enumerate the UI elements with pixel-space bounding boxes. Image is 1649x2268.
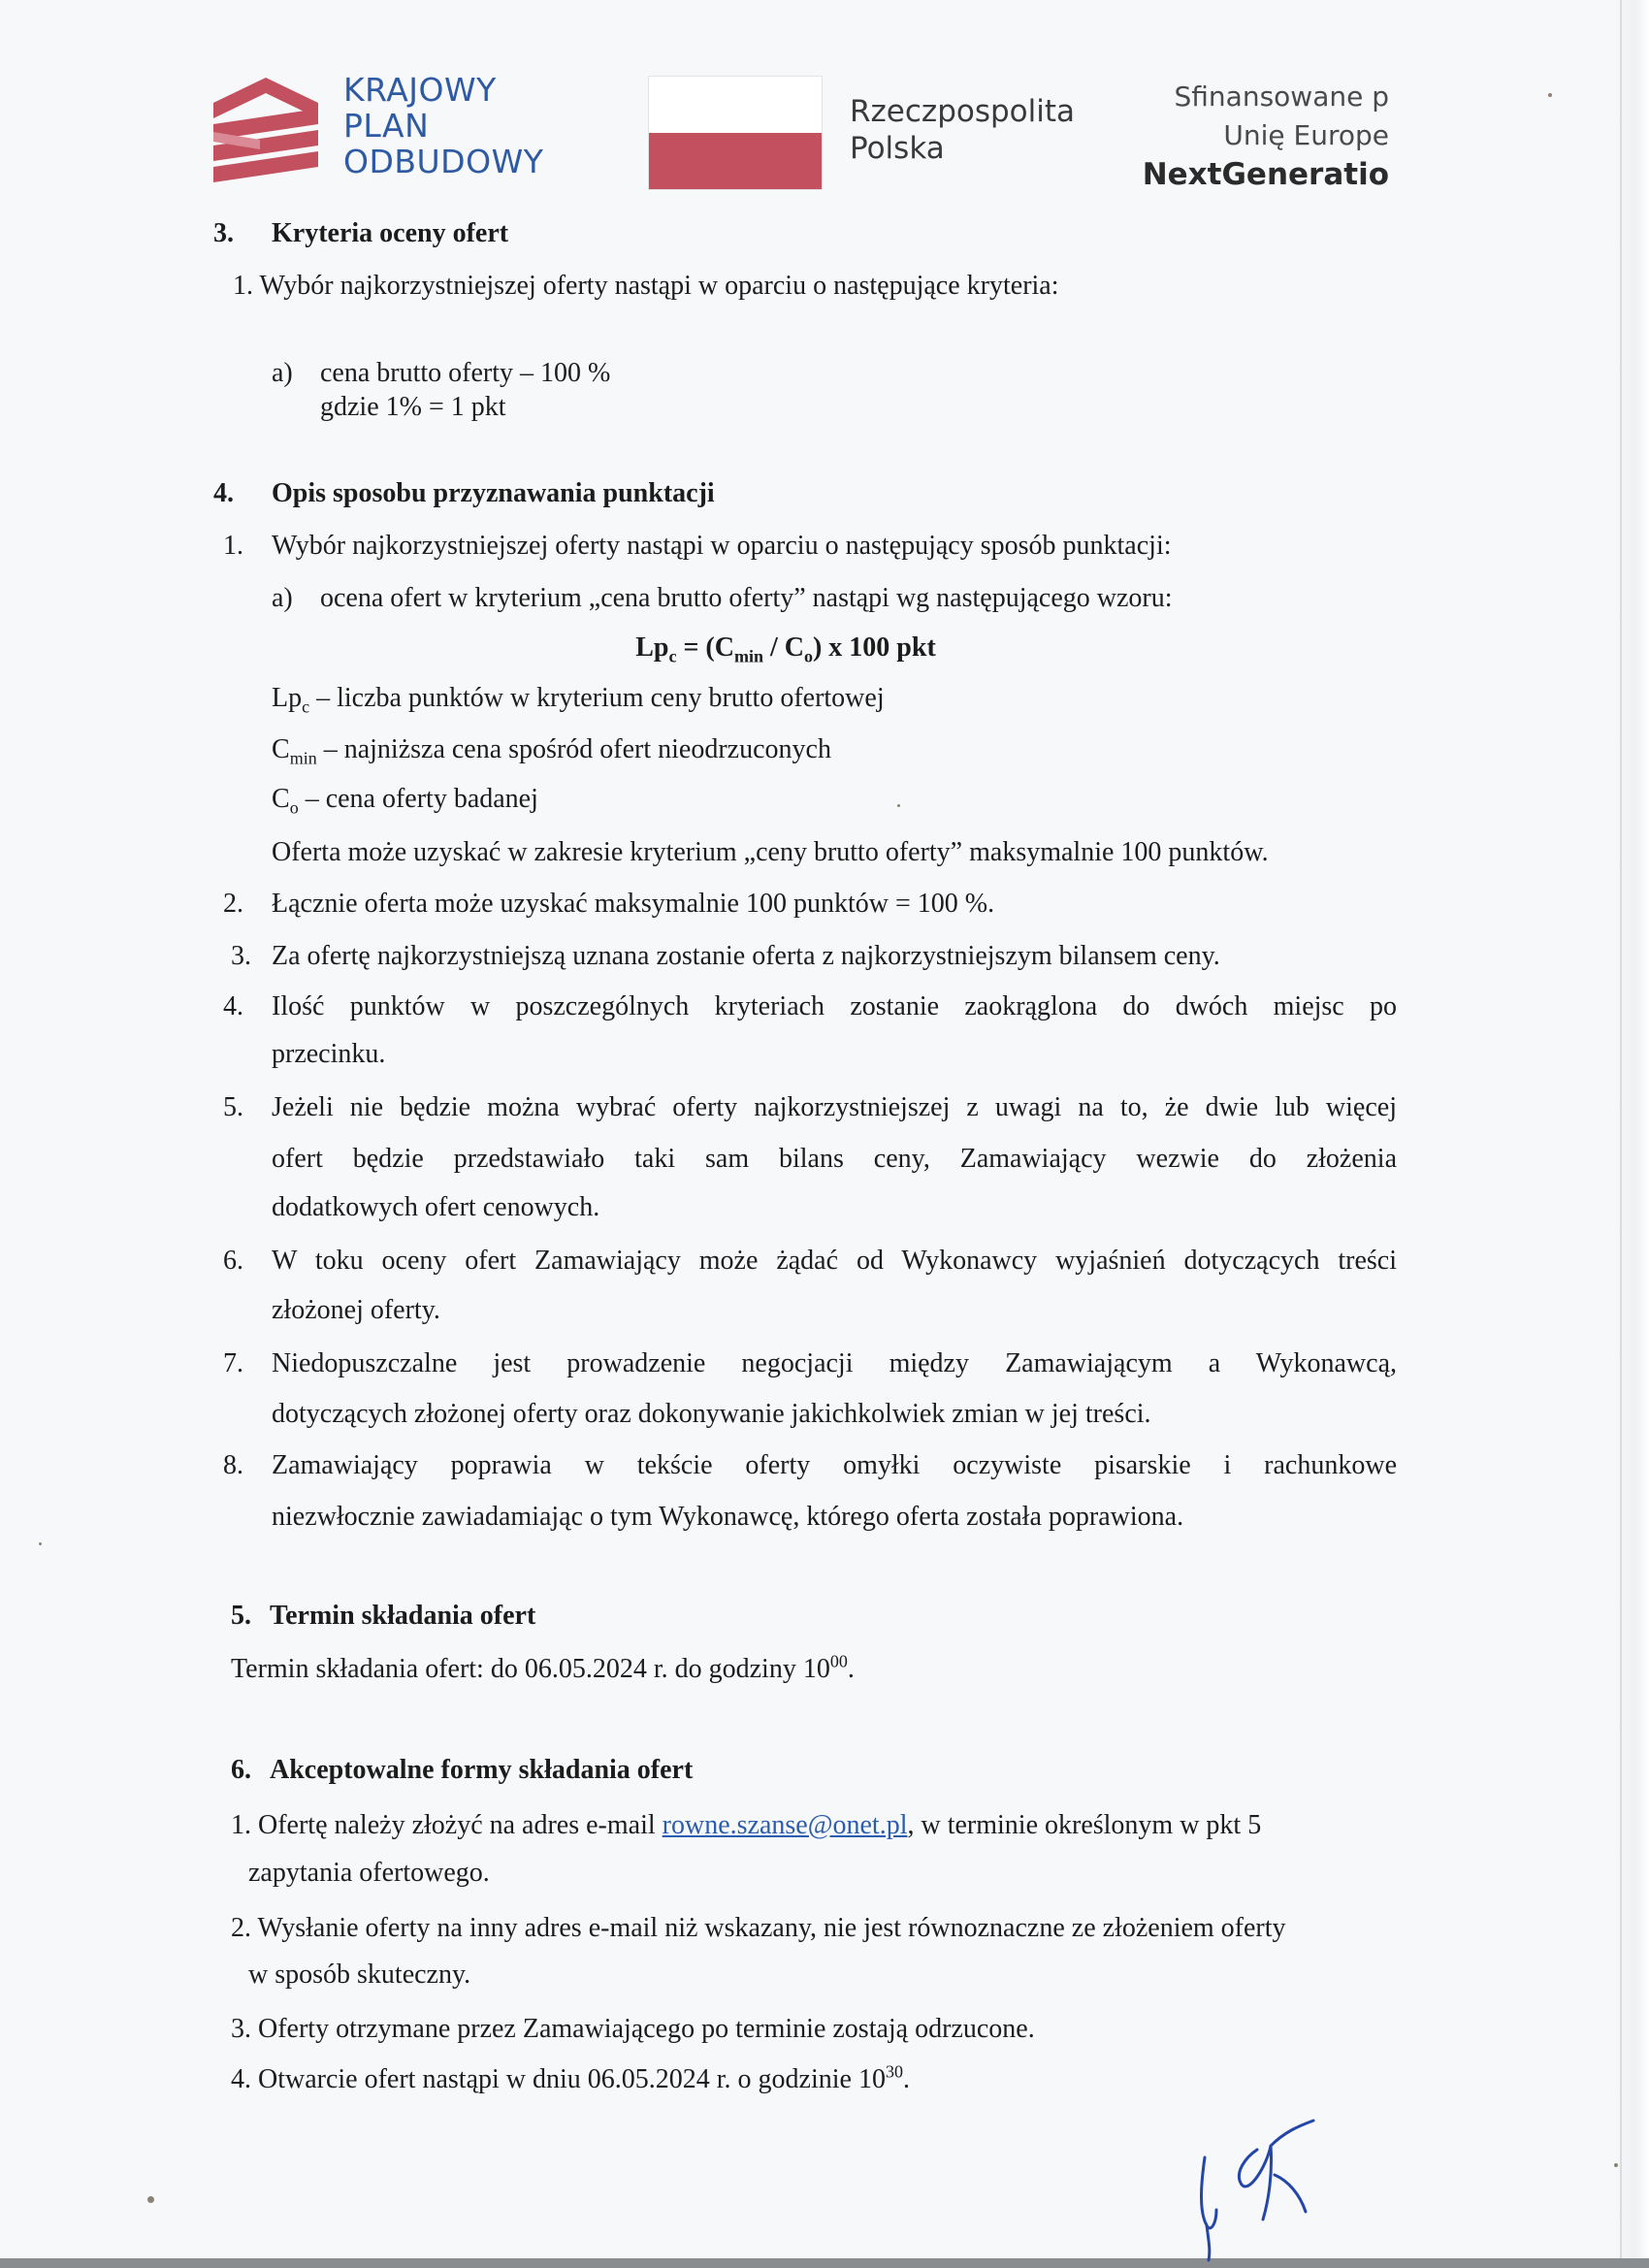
section-3-title: Kryteria oceny ofert: [272, 218, 509, 248]
kpo-logo-text: KRAJOWY PLAN ODBUDOWY: [343, 71, 544, 180]
def-co: $C_o$ – cena oferty badanej: [272, 784, 538, 818]
s4-item-4-line-2: przecinku.: [272, 1039, 386, 1069]
scan-speck: [1548, 93, 1552, 97]
email-link[interactable]: rowne.szanse@onet.pl: [662, 1810, 908, 1840]
s4-item-3-number: 3.: [231, 941, 251, 971]
section-5-number: 5.: [231, 1601, 251, 1631]
s6-item-4: 4. Otwarcie ofert nastąpi w dniu 06.05.2024 r. o godzinie $10^{30}$.: [231, 2061, 910, 2094]
s4-item-5-line-2: ofert będzie przedstawiało taki sam bilans ceny, Zamawiający wezwie do złożenia: [272, 1144, 1397, 1174]
scan-edge-bottom: [0, 2258, 1649, 2268]
s4-item-8-line-2: niezwłocznie zawiadamiając o tym Wykonawcę, którego oferta została poprawiona.: [272, 1502, 1184, 1532]
def-lpc: $Lp_c$ – liczba punktów w kryterium ceny brutto ofertowej: [272, 683, 885, 717]
scan-speck: [147, 2196, 154, 2203]
section-4-title: Opis sposobu przyznawania punktacji: [272, 478, 715, 508]
kpo-logo-icon: [213, 76, 318, 188]
def-cmin: $C_{min}$ – najniższa cena spośród ofert nieodrzuconych: [272, 734, 831, 768]
s4-item-6-number: 6.: [223, 1246, 243, 1276]
s3-item-a-label: a): [272, 358, 293, 388]
scan-speck: [897, 804, 900, 807]
s4-item-3-text: Za ofertę najkorzystniejszą uznana zostanie oferta z najkorzystniejszym bilansem ceny.: [272, 941, 1220, 971]
rp-logo-text: Rzeczpospolita Polska: [850, 94, 1076, 166]
s6-item-3: 3. Oferty otrzymane przez Zamawiającego po terminie zostają odrzucone.: [231, 2014, 1035, 2044]
s4-item-8-number: 8.: [223, 1450, 243, 1480]
s4-item-4-number: 4.: [223, 991, 243, 1021]
s4-item-a-text: ocena ofert w kryterium „cena brutto oferty” nastąpi wg następującego wzoru:: [320, 583, 1173, 613]
s4-item-8-line-1: Zamawiający poprawia w tekście oferty omyłki oczywiste pisarskie i rachunkowe: [272, 1450, 1397, 1480]
s6-item-2-line-2: w sposób skuteczny.: [248, 1960, 471, 1990]
s4-item-6-line-1: W toku oceny ofert Zamawiający może żądać od Wykonawcy wyjaśnień dotyczących treści: [272, 1246, 1397, 1276]
deadline-text: Termin składania ofert: do 06.05.2024 r. do godziny $10^{00}$.: [231, 1651, 855, 1684]
scan-speck: [1614, 2163, 1618, 2167]
formula: $Lp_c = (C_{min} / C_o)$ x 100 pkt: [635, 632, 936, 666]
section-5-title: Termin składania ofert: [270, 1601, 536, 1631]
s4-item-5-line-3: dodatkowych ofert cenowych.: [272, 1192, 600, 1222]
section-3-number: 3.: [213, 218, 234, 248]
s4-item-2-number: 2.: [223, 889, 243, 919]
s4-item-6-line-2: złożonej oferty.: [272, 1295, 440, 1325]
s4-item-5-number: 5.: [223, 1092, 243, 1122]
scan-line: [1620, 0, 1622, 2260]
handwritten-initials-icon: [1187, 2117, 1333, 2262]
s4-item-1-number: 1.: [223, 531, 243, 561]
s6-item-2-line-1: 2. Wysłanie oferty na inny adres e-mail niż wskazany, nie jest równoznaczne ze złożeniem oferty: [231, 1913, 1286, 1943]
s6-item-1-line-1: 1. Ofertę należy złożyć na adres e-mail rowne.szanse@onet.pl, w terminie określonym w pkt 5: [231, 1810, 1262, 1840]
max-points-note: Oferta może uzyskać w zakresie kryterium „ceny brutto oferty” maksymalnie 100 punktów.: [272, 837, 1269, 867]
s4-item-7-number: 7.: [223, 1348, 243, 1378]
s3-paragraph-1: 1. Wybór najkorzystniejszej oferty nastąpi w oparciu o następujące kryteria:: [233, 271, 1059, 301]
eu-funding-text: Sfinansowane p Unię Europe NextGeneratio: [1142, 81, 1389, 192]
s4-item-a-label: a): [272, 583, 293, 613]
s6-item-1-line-2: zapytania ofertowego.: [248, 1858, 490, 1888]
s4-item-2-text: Łącznie oferta może uzyskać maksymalnie 100 punktów = 100 %.: [272, 889, 995, 919]
s4-item-4-line-1: Ilość punktów w poszczególnych kryteriach zostanie zaokrąglona do dwóch miejsc po: [272, 991, 1397, 1021]
s4-item-7-line-1: Niedopuszczalne jest prowadzenie negocjacji między Zamawiającym a Wykonawcą,: [272, 1348, 1397, 1378]
s4-item-5-line-1: Jeżeli nie będzie można wybrać oferty najkorzystniejszej z uwagi na to, że dwie lub więcej: [272, 1092, 1397, 1122]
s4-item-1-text: Wybór najkorzystniejszej oferty nastąpi w oparciu o następujący sposób punktacji:: [272, 531, 1172, 561]
section-6-title: Akceptowalne formy składania ofert: [270, 1755, 694, 1785]
s4-item-7-line-2: dotyczących złożonej oferty oraz dokonywanie jakichkolwiek zmian w jej treści.: [272, 1399, 1151, 1429]
scan-speck: [39, 1542, 42, 1545]
section-6-number: 6.: [231, 1755, 251, 1785]
s3-item-a-sub: gdzie 1% = 1 pkt: [320, 392, 506, 422]
s3-item-a-text: cena brutto oferty – 100 %: [320, 358, 611, 388]
section-4-number: 4.: [213, 478, 234, 508]
polish-flag-icon: [648, 76, 823, 190]
